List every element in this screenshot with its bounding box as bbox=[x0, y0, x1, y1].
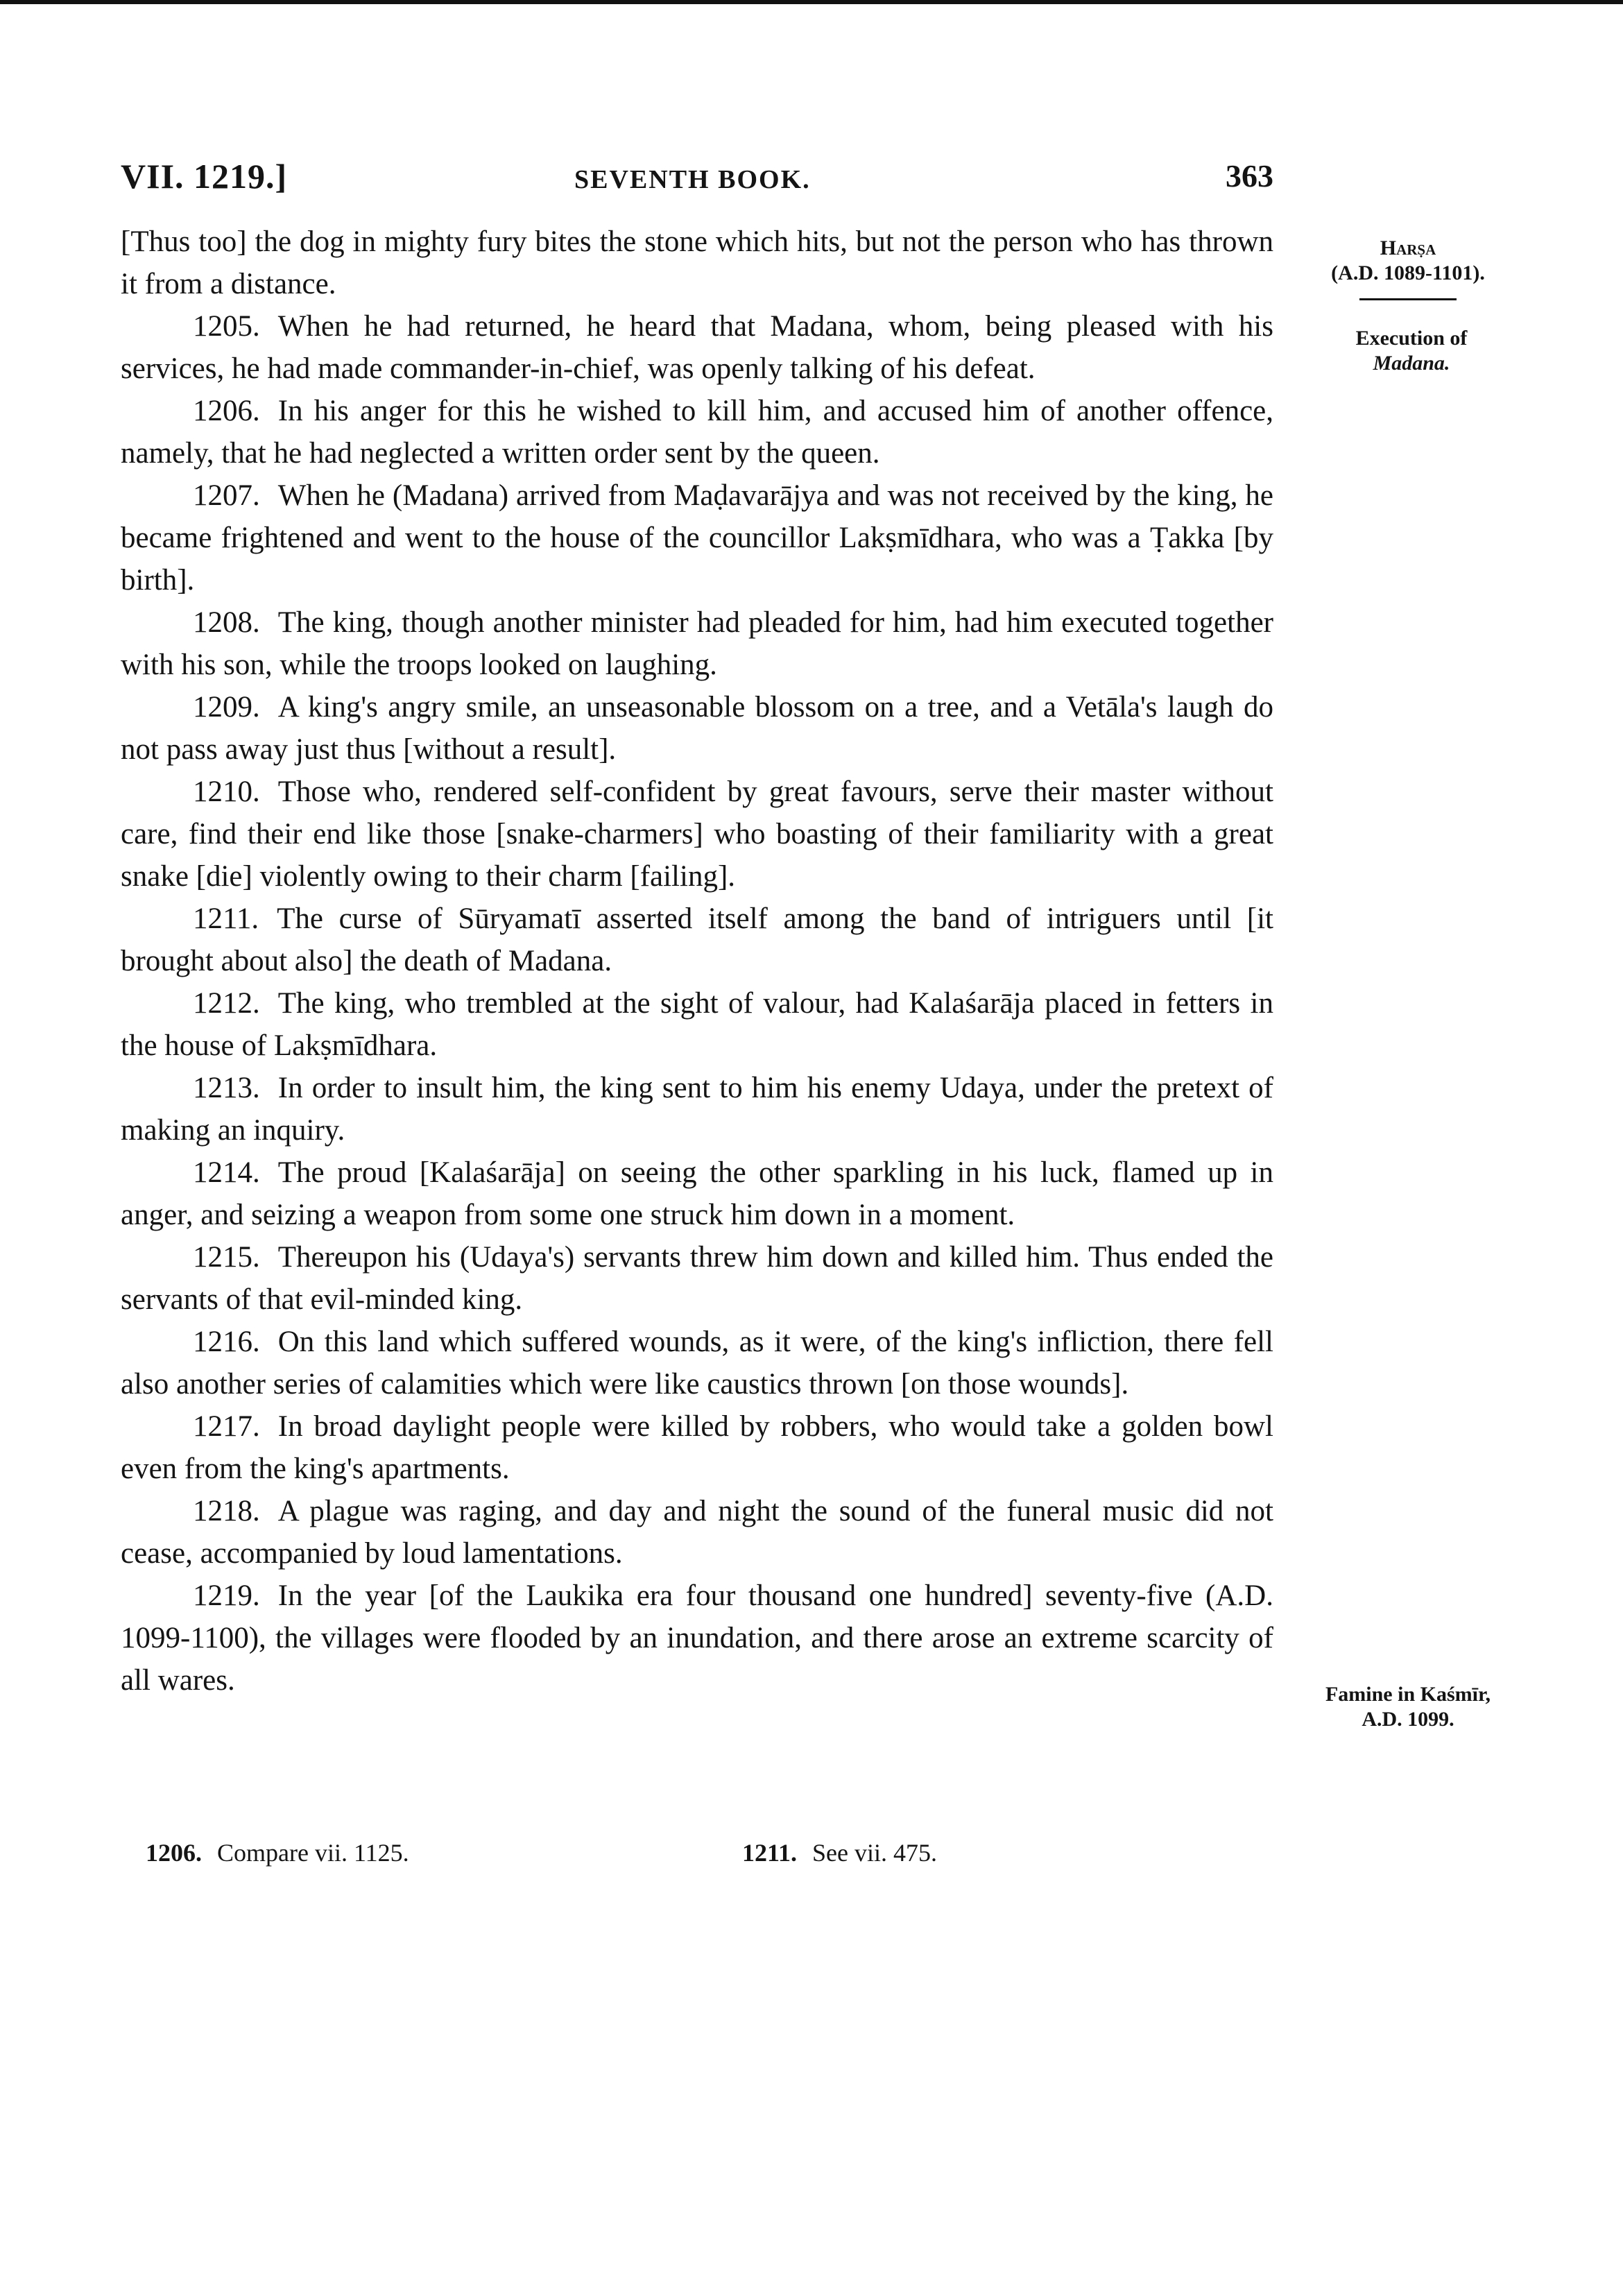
verse-paragraph bbox=[121, 601, 1273, 686]
verse-paragraph bbox=[121, 305, 1273, 390]
verse-text: A king's angry smile, an unseasonable blossom on a tree, and a Vetāla's laugh do not pass away just thus [without a result]. bbox=[121, 691, 1273, 766]
verse-number: 1207. bbox=[193, 479, 260, 512]
page-top-border bbox=[0, 0, 1623, 4]
verse-text: When he (Madana) arrived from Maḍavarājya and was not received by the king, he became frightened and went to the house of the councillor Lakṣmīdhara, who was a Ṭakka [by birth]. bbox=[121, 479, 1273, 597]
verse-number: 1211. bbox=[193, 902, 259, 935]
footnotes bbox=[146, 1838, 1255, 1880]
verse-number: 1217. bbox=[193, 1410, 260, 1443]
verse-paragraph bbox=[121, 1575, 1273, 1702]
verse-text: Those who, rendered self-confident by great favours, serve their master without care, find their end like those [snake-charmers] who boasting of their familiarity with a great snake [die] violently owing to their charm [failing]. bbox=[121, 776, 1273, 893]
margin-note-famine-line2: A.D. 1099. bbox=[1362, 1708, 1454, 1731]
verse-paragraph bbox=[121, 1321, 1273, 1405]
verse-number: 1206. bbox=[193, 395, 260, 427]
verse-paragraph bbox=[121, 221, 1273, 305]
verse-number: 1208. bbox=[193, 606, 260, 639]
verse-text: In the year [of the Laukika era four thousand one hundred] seventy-five (A.D. 1099-1100), the villages were flooded by an inundation, and there arose an extreme scarcity of all wares. bbox=[121, 1579, 1273, 1697]
verse-text: The proud [Kalaśarāja] on seeing the other sparkling in his luck, flamed up in anger, and seizing a weapon from some one struck him down in a moment. bbox=[121, 1156, 1273, 1231]
verse-number: 1209. bbox=[193, 691, 260, 723]
verse-text: The king, who trembled at the sight of valour, had Kalaśarāja placed in fetters in the house of Lakṣmīdhara. bbox=[121, 987, 1273, 1062]
verse-number: 1215. bbox=[193, 1241, 260, 1274]
footnote-number: 1211. bbox=[742, 1839, 798, 1867]
verse-paragraph bbox=[121, 1151, 1273, 1236]
header-section-ref: VII. 1219.] bbox=[121, 157, 288, 196]
verse-number: 1213. bbox=[193, 1072, 260, 1104]
verse-text: The curse of Sūryamatī asserted itself among the band of intriguers until [it brought about also] the death of Madana. bbox=[121, 902, 1273, 977]
verse-number: 1214. bbox=[193, 1156, 260, 1189]
footnote bbox=[742, 1838, 937, 1867]
verse-text: [Thus too] the dog in mighty fury bites the stone which hits, but not the person who has thrown it from a distance. bbox=[121, 225, 1273, 300]
verse-number: 1210. bbox=[193, 776, 260, 808]
verse-text: When he had returned, he heard that Madana, whom, being pleased with his services, he had made commander-in-chief, was openly talking of his defeat. bbox=[121, 310, 1273, 385]
verse-paragraph bbox=[121, 771, 1273, 898]
verse-number: 1212. bbox=[193, 987, 260, 1020]
verse-text: On this land which suffered wounds, as it were, of the king's infliction, there fell also another series of calamities which were like caustics thrown [on those wounds]. bbox=[121, 1326, 1273, 1400]
margin-note-execution bbox=[1332, 326, 1491, 376]
margin-note-execution-line2: Madana. bbox=[1373, 352, 1450, 375]
margin-note-divider bbox=[1359, 298, 1457, 300]
header-book-title: SEVENTH BOOK. bbox=[574, 165, 811, 194]
running-header bbox=[121, 156, 1273, 205]
margin-note-reign-dates: (A.D. 1089-1101). bbox=[1331, 262, 1485, 284]
verse-text: In his anger for this he wished to kill him, and accused him of another offence, namely, that he had neglected a written order sent by the queen. bbox=[121, 395, 1273, 470]
verse-paragraph bbox=[121, 686, 1273, 771]
verse-paragraph bbox=[121, 1405, 1273, 1490]
verse-paragraph bbox=[121, 474, 1273, 601]
footnote-number: 1206. bbox=[146, 1839, 202, 1867]
verse-text: A plague was raging, and day and night the sound of the funeral music did not cease, accompanied by loud lamentations. bbox=[121, 1495, 1273, 1570]
verse-text: Thereupon his (Udaya's) servants threw him down and killed him. Thus ended the servants of that evil-minded king. bbox=[121, 1241, 1273, 1316]
page-number: 363 bbox=[1226, 158, 1273, 194]
footnote-text: Compare vii. 1125. bbox=[217, 1839, 409, 1867]
verse-paragraph bbox=[121, 390, 1273, 474]
verse-number: 1205. bbox=[193, 310, 260, 343]
verse-number: 1218. bbox=[193, 1495, 260, 1527]
margin-note-famine bbox=[1290, 1682, 1526, 1732]
verse-paragraph bbox=[121, 1236, 1273, 1321]
footnote bbox=[146, 1838, 409, 1867]
verse-text: The king, though another minister had pleaded for him, had him executed together with his son, while the troops looked on laughing. bbox=[121, 606, 1273, 681]
footnote-text: See vii. 475. bbox=[812, 1839, 937, 1867]
verse-paragraph bbox=[121, 898, 1273, 982]
main-text bbox=[121, 221, 1273, 1702]
verse-paragraph bbox=[121, 982, 1273, 1067]
verse-number: 1216. bbox=[193, 1326, 260, 1358]
verse-text: In order to insult him, the king sent to him his enemy Udaya, under the pretext of making an inquiry. bbox=[121, 1072, 1273, 1147]
margin-note-famine-line1: Famine in Kaśmīr, bbox=[1325, 1683, 1491, 1706]
verse-paragraph bbox=[121, 1067, 1273, 1151]
verse-text: In broad daylight people were killed by robbers, who would take a golden bowl even from the king's apartments. bbox=[121, 1410, 1273, 1485]
margin-note-king-name: Harṣa bbox=[1380, 237, 1436, 259]
verse-number: 1219. bbox=[193, 1579, 260, 1612]
margin-note-reign bbox=[1297, 236, 1519, 300]
margin-note-execution-line1: Execution of bbox=[1355, 327, 1468, 350]
verse-paragraph bbox=[121, 1490, 1273, 1575]
